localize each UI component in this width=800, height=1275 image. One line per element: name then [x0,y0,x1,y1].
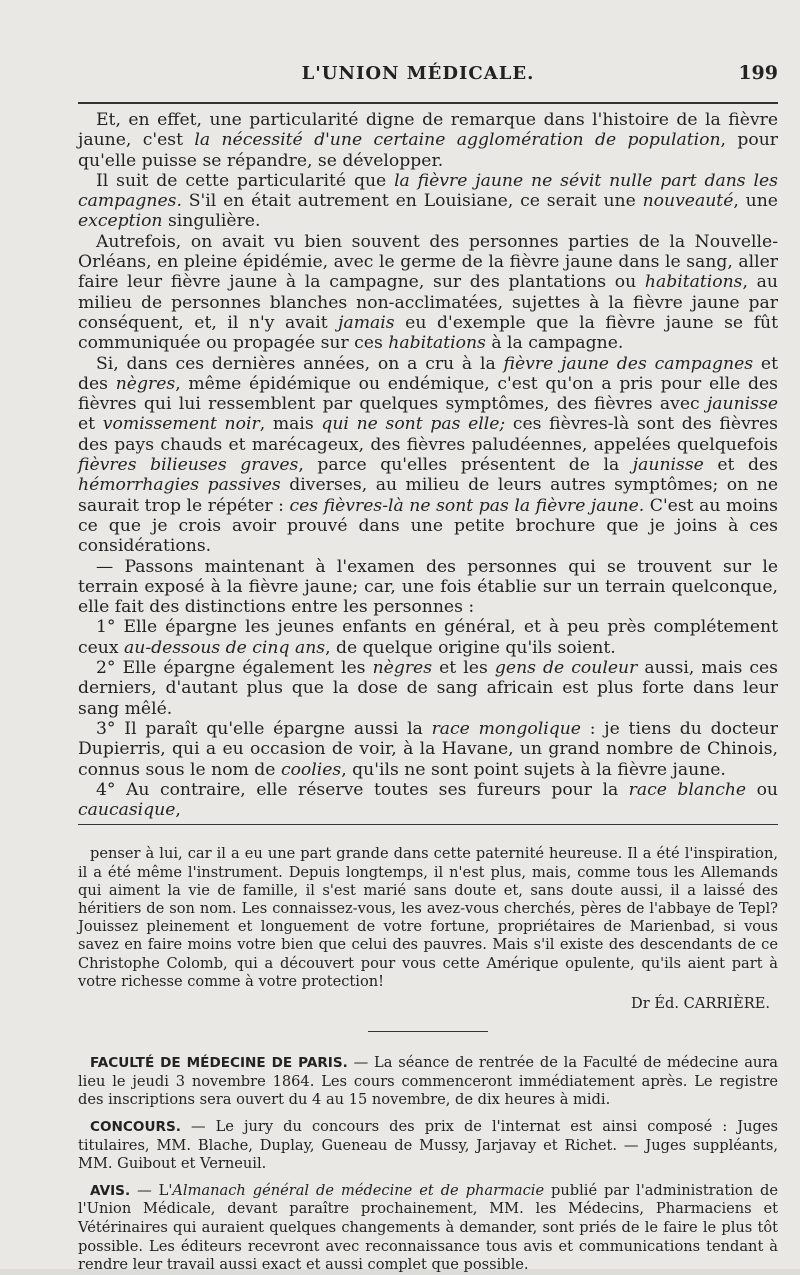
text-run: , [175,800,181,821]
italic-run: jamais [338,312,395,333]
italic-run: nègres [372,658,433,679]
text-run: Autrefois, on avait vu bien souvent des personnes parties de la Nouvelle-Orléans, en pleine épidémie, avec le germe de la fièvre jaune dans le sang, aller faire leur fièvre jaune à la campagne, sur des plantations ou [78,231,778,293]
italic-run: nègres [115,373,176,394]
announcement-body [78,1118,778,1172]
text-run: 3° Il paraît qu'elle épargne aussi la [96,718,432,739]
italic-run: jaunisse [706,394,778,415]
text-run: publié par l'administration de l'Union Médicale, devant paraître prochainement, MM. les Médecins, Pharmaciens et Vétérinaires qui auraient quelques changements à demander, sont priés de le faire le plus tôt possible. Les éditeurs recevront avec reconnaissance tous avis et communications tendant à rendre leur travail aussi exact et aussi complet que possible. [78,1181,779,1274]
text-run: Si, dans ces dernières années, on a cru à la [96,353,504,374]
text-run: 2° Elle épargne également les [96,658,373,679]
paragraph [78,658,778,719]
italic-run: hémorrhagies passives [78,475,281,496]
italic-run: race blanche [628,779,747,800]
text-run: , parce qu'elles présentent de la [298,455,633,476]
text-run: — Passons maintenant à l'examen des personnes qui se trouvent sur le terrain exposé à la fièvre jaune; car, une fois établie sur un terrain quelconque, elle fait des distinctions entre les personnes : [78,556,778,618]
italic-run: nouveauté [642,191,734,212]
text-run: ou [746,779,778,800]
page-number: 199 [738,62,778,84]
paragraph [78,557,778,618]
paragraph [78,780,778,821]
text-run: C'est au moins ce que je crois avoir prouvé dans une petite brochure que je joins à ces considérations. [78,495,779,557]
italic-run: ces fièvres-là ne sont pas la fièvre jaune. [289,495,645,516]
announcement [78,1118,778,1174]
text-run: et les [432,658,495,679]
italic-run: qui ne sont pas elle; [321,414,506,435]
paragraph [78,617,778,658]
text-run: , au milieu de personnes blanches non-acclimatées, sujettes à la fièvre jaune par conséquent, et, il n'y avait [78,272,778,333]
announcement [78,1182,778,1275]
text-run: et des [78,353,778,394]
italic-run: Almanach général de médecine et de pharmacie [172,1181,545,1199]
section-divider [368,1031,488,1032]
announcement-heading: FACULTÉ DE MÉDECINE DE PARIS. [90,1055,348,1072]
italic-run: caucasique [78,800,176,821]
paragraph [78,171,778,232]
italic-run: habitations [644,272,743,293]
italic-run: gens de couleur [494,658,638,679]
paragraph [78,110,778,171]
text-run: et des [703,455,779,476]
paragraph [78,719,778,780]
text-run: à la campagne. [485,333,624,354]
announcement-heading: AVIS. [90,1182,131,1199]
text-run: 4° Au contraire, elle réserve toutes ses fureurs pour la [96,779,629,800]
text-run: singulière. [162,211,261,232]
text-run: , pour qu'elle puisse se répandre, se développer. [78,130,779,171]
italic-run: au-dessous de cinq ans [124,637,326,658]
signature: Dr Éd. CARRIÈRE. [631,995,770,1013]
italic-run: habitations [388,333,486,354]
text-run: , même épidémique ou endémique, c'est qu'on a pris pour elle des fièvres qui lui ressemblent par quelques symptômes, des fièvres avec [78,373,778,415]
text-run: aussi, mais ces derniers, d'autant plus que la dose de sang africain est plus forte dans leur sang mêlé. [78,658,778,719]
feuilleton-section [78,845,778,1013]
italic-run: race mongolique [431,718,581,739]
paragraph [78,354,778,557]
text-run: 1° Elle épargne les jeunes enfants en général, et à peu près complétement ceux [78,617,778,658]
text-run: penser à lui, car il a eu une part grande dans cette paternité heureuse. Il a été l'inspiration, il a été même l'instrument. Depuis longtemps, il n'est plus, mais, comme tous les Allemands qui aiment la vie de famille, il s'est marié sans doute et, sans doute aussi, il a laissé des héritiers de son nom. Les connaissez-vous, les avez-vous cherchés, pères de l'abbaye de Tepl? Jouissez pleinement et longuement de votre fortune, propriétaires de Marienbad, si vous savez en faire moins votre bien que celui des pauvres. Mais s'il existe des descendants de ce Christophe Colomb, qui a découvert pour vous cette Amérique opulente, qu'ils aient part à votre richesse comme à votre protection! [78,845,778,990]
page-header [78,62,778,102]
header-rule [78,102,778,104]
text-run: , une [733,191,778,212]
running-title: L'UNION MÉDICALE. [301,63,535,84]
italic-run: fièvre jaune des campagnes [503,353,754,374]
italic-run: fièvres bilieuses graves [78,455,299,476]
italic-run: la fièvre jaune ne sévit nulle part dans les campagnes. [78,170,778,212]
italic-run: coolies [280,759,342,780]
italic-run: jaunisse [632,455,704,476]
feuilleton-rule [78,824,778,825]
text-run: — La séance de rentrée de la Faculté de médecine aura lieu le jeudi 3 novembre 1864. Les cours commenceront immédiatement après. Le registre des inscriptions sera ouvert du 4 au 15 novembre, de dix heures à midi. [78,1054,778,1109]
feuilleton-paragraph [78,845,778,991]
text-run: — Le jury du concours des prix de l'internat est ainsi composé : Juges titulaires, MM. Blache, Duplay, Gueneau de Mussy, Jarjavay et Richet. — Juges suppléants, MM. Guibout et Verneuil. [78,1118,778,1173]
text-run: diverses, au milieu de leurs autres symptômes; on ne saurait trop le répéter : [78,475,779,516]
italic-run: exception [78,211,163,232]
main-article [78,110,778,820]
text-run: , qu'ils ne sont point sujets à la fièvre jaune. [341,759,726,780]
paragraph [78,232,778,354]
text-run: Et, en effet, une particularité digne de remarque dans l'histoire de la fièvre jaune, c'est [78,110,778,151]
text-run: et [78,414,103,435]
text-run: , de quelque origine qu'ils soient. [325,637,616,658]
italic-run: la nécessité d'une certaine agglomération de population [194,130,721,151]
text-run: Il suit de cette particularité que [96,170,395,191]
text-run: — L' [130,1181,173,1199]
announcement-body [78,1182,778,1273]
text-run: S'il en était autrement en Louisiane, ce serait une [181,191,643,212]
italic-run: vomissement noir [102,414,260,435]
text-run: ces fièvres-là sont des fièvres des pays chauds et marécageux, des fièvres paludéennes, appelées quelquefois [78,414,778,455]
announcement-heading: CONCOURS. [90,1119,181,1135]
text-run: , mais [259,414,322,435]
text-run: : je tiens du docteur Dupierris, qui a eu occasion de voir, à la Havane, un grand nombre de Chinois, connus sous le nom de [78,718,778,780]
announcements [78,1054,778,1275]
announcement [78,1054,778,1110]
text-run: eu d'exemple que la fièvre jaune se fût communiquée ou propagée sur ces [78,312,779,354]
